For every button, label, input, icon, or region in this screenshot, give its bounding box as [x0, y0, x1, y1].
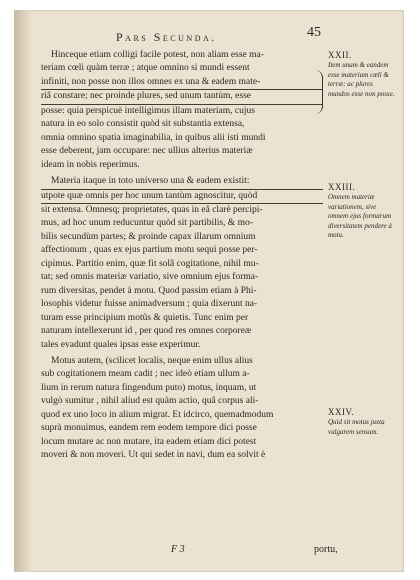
text-line: suprà monuimus, eandem rem eodem tempore dici posse — [41, 423, 257, 434]
text-line: teriam cœli quàm terræ ; atque omnino si mundi essent — [41, 63, 250, 74]
text-line: naturam intellexerunt id , per quod res omnes corporeæ — [41, 326, 252, 337]
text-line: rum diversitas, pendet à motu. Quod passim etiam à Phi- — [41, 285, 257, 296]
page-number: 45 — [307, 25, 321, 40]
margin-note-22 — [328, 51, 396, 99]
margin-note-text: Item unam & eandem esse materiam cœli & terræ; ac plures mundos esse non posse. — [328, 61, 395, 98]
text-line: esse deberent, jam occupare: nec ullius alterius materiæ — [41, 146, 253, 157]
text-line: sit extensa. Omnesq; proprietates, quas in eâ clarè percipi- — [41, 204, 263, 215]
text-line: riâ constare; nec proinde plures, sed unum tantùm, esse — [41, 90, 323, 104]
page-gutter-shadow — [14, 10, 30, 572]
signature-mark: F 3 — [171, 544, 185, 555]
text-line: Hinceque etiam colligi facile potest, non aliam esse ma- — [51, 50, 264, 60]
paragraph-23 — [41, 175, 323, 352]
page-header — [14, 25, 404, 46]
text-line: Materia itaque in toto universo una & eadem existit: — [41, 175, 323, 189]
margin-note-text: Omnem materiæ variationem, sive omnem ejus formarum diversitatem pendere à motu. — [328, 193, 392, 240]
text-line: vulgò sumitur , nihil aliud est quàm actio, quâ corpus ali- — [41, 396, 259, 407]
margin-note-number: XXII. — [328, 50, 352, 60]
text-line: turam esse principium motûs & quietis. Tunc enim per — [41, 312, 249, 323]
text-line: mus, ad hoc unum reducuntur quòd sit partibilis, & mo- — [41, 218, 253, 229]
catchword: portu, — [314, 544, 338, 555]
text-line: quod ex uno loco in alium migrat. Et idcirco, quemadmodum — [41, 409, 274, 420]
text-line: utpote quæ omnis per hoc unum tantùm agnoscitur, quòd — [41, 190, 323, 204]
text-line: losophis videtur fuisse animadversum ; quia dixerunt na- — [41, 299, 258, 310]
text-line: posse: quia perspicuè intelligimus illam materiam, cujus — [41, 105, 255, 116]
text-line: moveri & non moveri. Ut qui sedet in navi, dum ea solvit è — [41, 450, 266, 461]
page-footer — [14, 544, 404, 558]
book-page — [14, 10, 404, 572]
text-line: locum mutare ac non mutare, ita eadem etiam dici potest — [41, 436, 257, 447]
margin-note-23 — [328, 183, 396, 240]
text-line: Motus autem, (scilicet localis, neque enim ullus alius — [51, 355, 253, 366]
text-line: bilis secundùm partes; & proinde capax illarum omnium — [41, 231, 256, 242]
margin-note-24 — [328, 408, 396, 437]
margin-bracket-mark — [314, 70, 323, 114]
paragraph-22 — [41, 49, 323, 172]
text-line: infiniti, non posse non illos omnes ex una & eadem mate- — [41, 76, 323, 90]
text-line: affectionum , quas ex ejus partium motu sequi posse per- — [41, 245, 258, 256]
running-title: Pars Secunda. — [116, 30, 217, 44]
text-line: cipimus. Partitio enim, quæ fit solâ cogitatione, nihil mu- — [41, 258, 259, 269]
paragraph-24 — [41, 355, 323, 463]
margin-note-number: XXIV. — [328, 407, 355, 417]
text-line: tales evadunt quales ipsas esse experimur. — [41, 339, 201, 350]
text-line: sub cogitationem meam cadit ; nec ideò etiam ullum a- — [41, 369, 250, 380]
text-line: ideam in nobis reperimus. — [41, 159, 140, 170]
margin-note-text: Quid sit motus juxta vulgarem sensum. — [328, 418, 385, 436]
body-text — [41, 49, 323, 463]
text-line: natura in eo solo consistit quòd sit substantia extensa, — [41, 119, 245, 130]
text-line: tat; sed omnis materiæ variatio, sive omnium ejus forma- — [41, 272, 259, 283]
text-line: omnia omnino spatia imaginabilia, in quibus alii isti mundi — [41, 132, 266, 143]
text-line: lium in rerum natura fingendum puto) motus, inquam, ut — [41, 382, 257, 393]
margin-note-number: XXIII. — [328, 182, 356, 192]
